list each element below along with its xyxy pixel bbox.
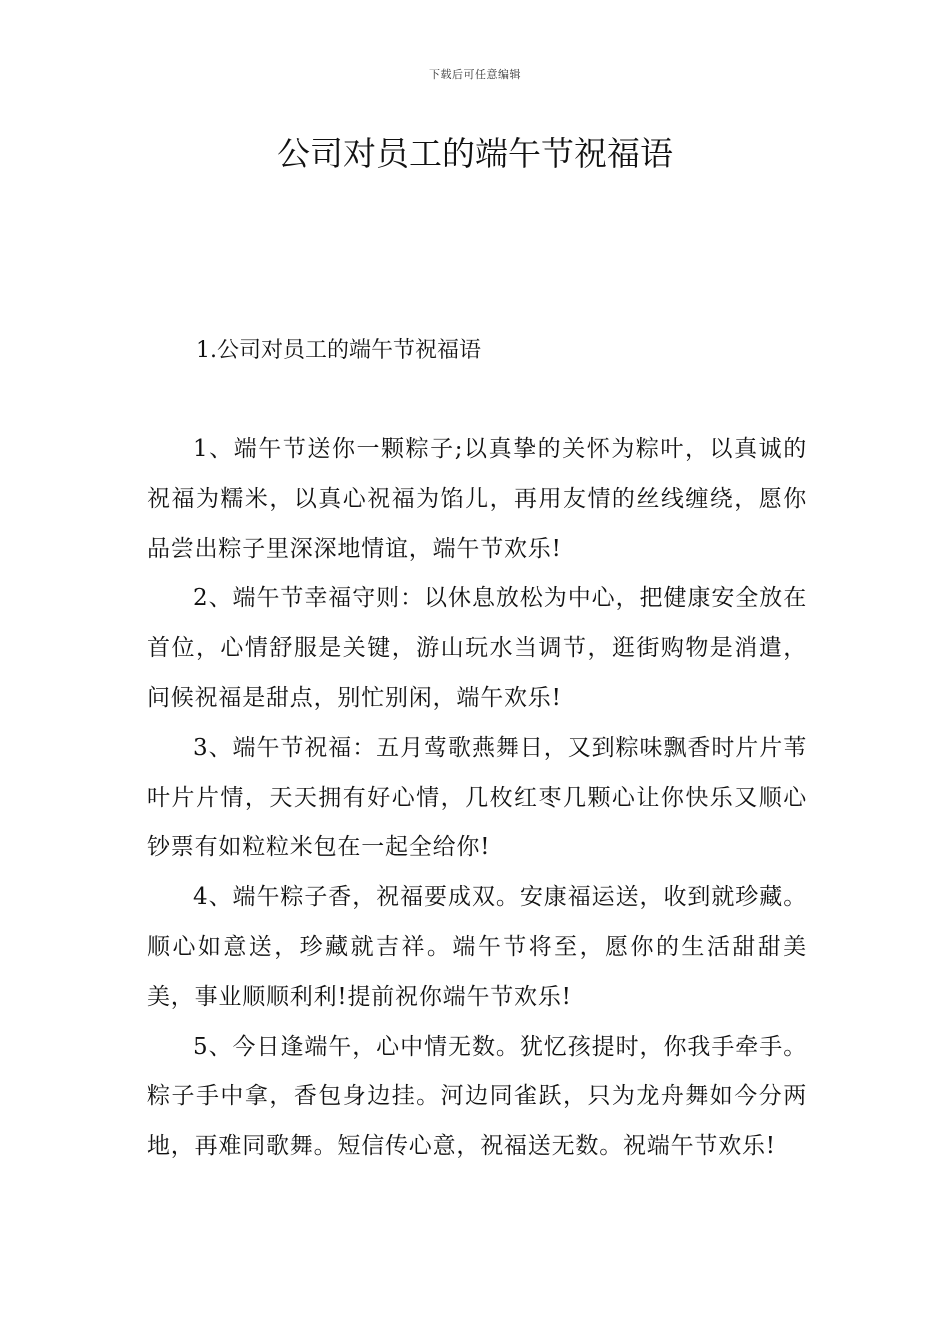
- paragraph-4: 4、端午粽子香，祝福要成双。安康福运送，收到就珍藏。顺心如意送，珍藏就吉祥。端午节将至，愿你的生活甜甜美美，事业顺顺利利!提前祝你端午节欢乐!: [147, 884, 807, 1010]
- section-heading: 1.公司对员工的端午节祝福语: [196, 338, 481, 363]
- paragraph-3: 3、端午节祝福：五月莺歌燕舞日，又到粽味飘香时片片苇叶片片情，天天拥有好心情，几枚红枣几颗心让你快乐又顺心钞票有如粒粒米包在一起全给你!: [147, 734, 807, 861]
- document-title: 公司对员工的端午节祝福语: [277, 134, 673, 173]
- paragraph-5: 5、今日逢端午，心中情无数。犹忆孩提时，你我手牵手。粽子手中拿，香包身边挂。河边同雀跃，只为龙舟舞如今分两地，再难同歌舞。短信传心意，祝福送无数。祝端午节欢乐!: [147, 1033, 807, 1160]
- body-text: [147, 425, 807, 1172]
- paragraph-1: 1、端午节送你一颗粽子;以真挚的关怀为粽叶，以真诚的祝福为糯米，以真心祝福为馅儿，再用友情的丝线缠绕，愿你品尝出粽子里深深地情谊，端午节欢乐!: [147, 436, 807, 562]
- header-note: 下载后可任意编辑: [429, 68, 521, 81]
- paragraph-2: 2、端午节幸福守则：以休息放松为中心，把健康安全放在首位，心情舒服是关键，游山玩水当调节，逛街购物是消遣，问候祝福是甜点，别忙别闲，端午欢乐!: [147, 585, 807, 711]
